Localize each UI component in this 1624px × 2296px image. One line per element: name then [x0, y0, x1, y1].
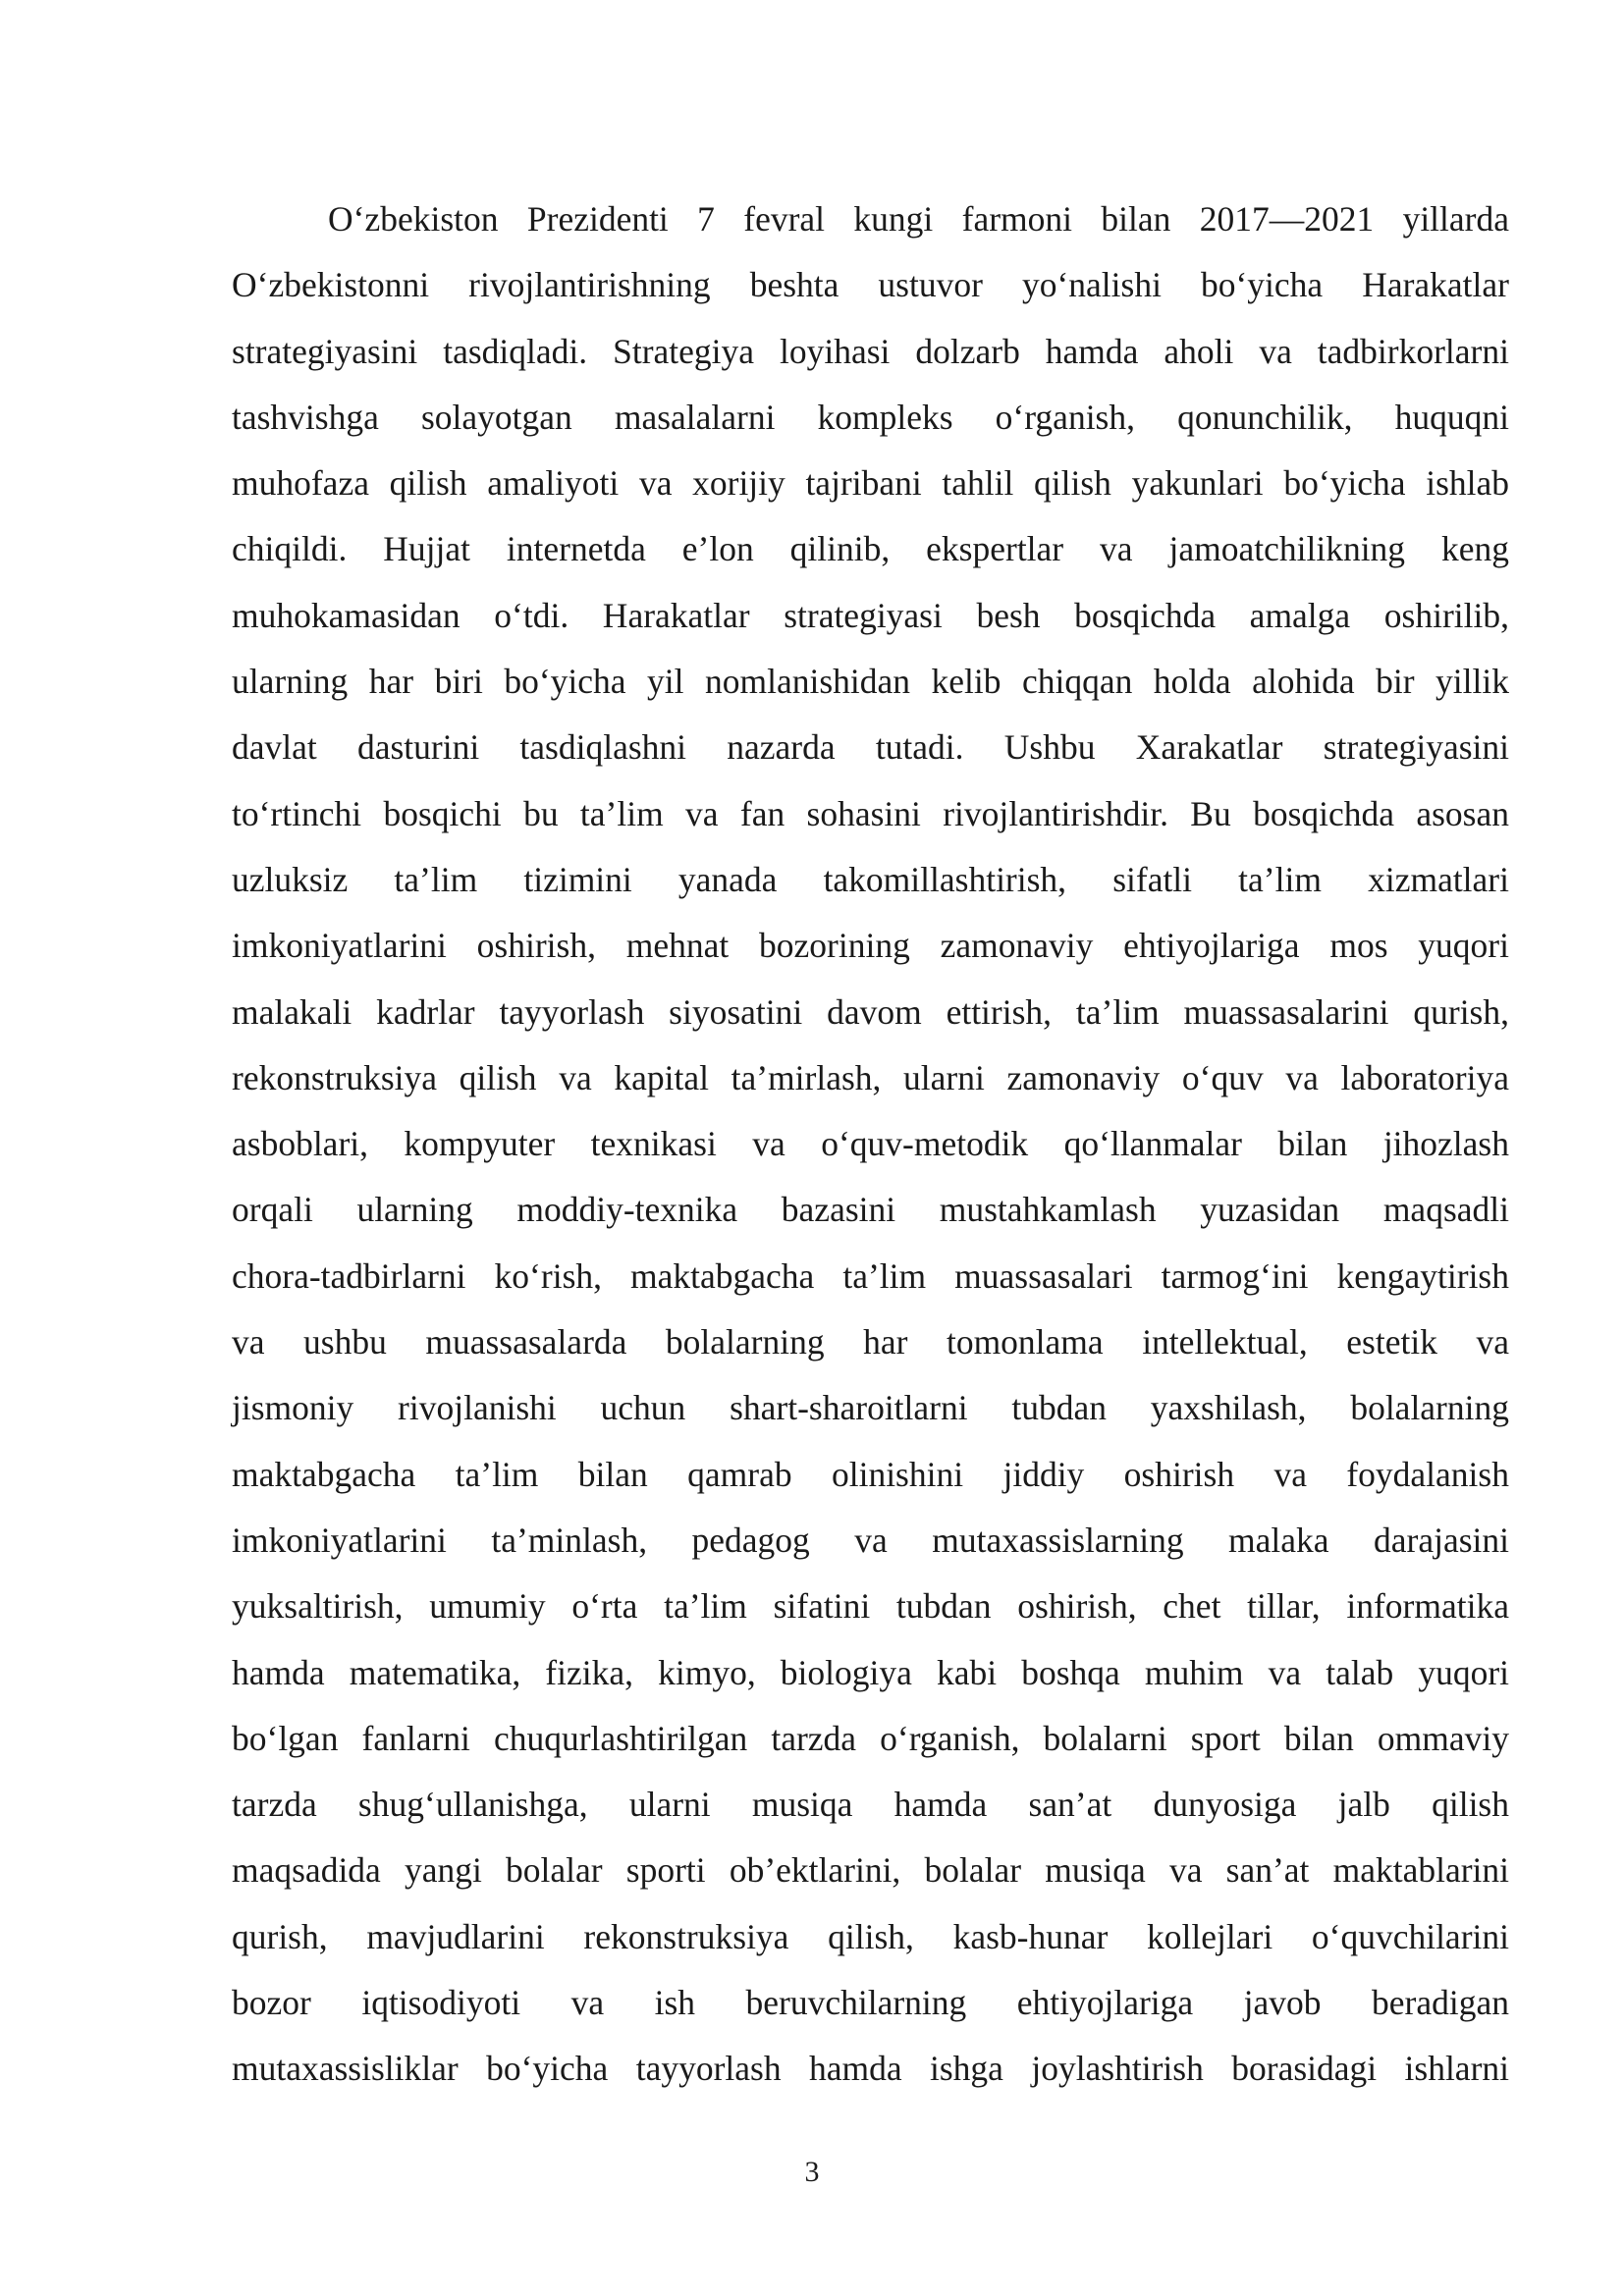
- paragraph-line: malakali kadrlar tayyorlash siyosatini davom ettirish, ta’lim muassasalarini qurish,: [232, 991, 1509, 1032]
- paragraph-line: davlat dasturini tasdiqlashni nazarda tutadi. Ushbu Xarakatlar strategiyasini: [232, 727, 1509, 768]
- paragraph-line: imkoniyatlarini oshirish, mehnat bozorining zamonaviy ehtiyojlariga mos yuqori: [232, 926, 1509, 966]
- paragraph-line: O‘zbekistonni rivojlantirishning beshta ustuvor yo‘nalishi bo‘yicha Harakatlar: [232, 265, 1509, 305]
- paragraph-line: muhokamasidan o‘tdi. Harakatlar strategiyasi besh bosqichda amalga oshirilib,: [232, 595, 1509, 635]
- paragraph-line: orqali ularning moddiy-texnika bazasini mustahkamlash yuzasidan maqsadli: [232, 1190, 1509, 1230]
- body-paragraph: [232, 187, 1509, 2103]
- paragraph-line: bozor iqtisodiyoti va ish beruvchilarning ehtiyojlariga javob beradigan: [232, 1983, 1509, 2023]
- paragraph-line: va ushbu muassasalarda bolalarning har tomonlama intellektual, estetik va: [232, 1322, 1509, 1362]
- paragraph-line: O‘zbekiston Prezidenti 7 fevral kungi farmoni bilan 2017—2021 yillarda: [328, 199, 1509, 239]
- paragraph-line: tashvishga solayotgan masalalarni kompleks o‘rganish, qonunchilik, huquqni: [232, 397, 1509, 437]
- paragraph-line: muhofaza qilish amaliyoti va xorijiy tajribani tahlil qilish yakunlari bo‘yicha ishlab: [232, 463, 1509, 504]
- paragraph-line: ularning har biri bo‘yicha yil nomlanishidan kelib chiqqan holda alohida bir yillik: [232, 662, 1509, 702]
- paragraph-line: bo‘lgan fanlarni chuqurlashtirilgan tarzda o‘rganish, bolalarni sport bilan ommaviy: [232, 1718, 1509, 1758]
- paragraph-line: rekonstruksiya qilish va kapital ta’mirlash, ularni zamonaviy o‘quv va laboratoriya: [232, 1057, 1509, 1097]
- paragraph-line: imkoniyatlarini ta’minlash, pedagog va mutaxassislarning malaka darajasini: [232, 1520, 1509, 1560]
- paragraph-line: maqsadida yangi bolalar sporti ob’ektlarini, bolalar musiqa va san’at maktablarini: [232, 1850, 1509, 1891]
- paragraph-line: to‘rtinchi bosqichi bu ta’lim va fan sohasini rivojlantirishdir. Bu bosqichda asosan: [232, 793, 1509, 833]
- paragraph-line: strategiyasini tasdiqladi. Strategiya loyihasi dolzarb hamda aholi va tadbirkorlarni: [232, 331, 1509, 371]
- paragraph-line: maktabgacha ta’lim bilan qamrab olinishini jiddiy oshirish va foydalanish: [232, 1454, 1509, 1494]
- paragraph-line: chiqildi. Hujjat internetda e’lon qilinib, ekspertlar va jamoatchilikning keng: [232, 529, 1509, 569]
- paragraph-line: tarzda shug‘ullanishga, ularni musiqa hamda san’at dunyosiga jalb qilish: [232, 1785, 1509, 1825]
- paragraph-line: mutaxassisliklar bo‘yicha tayyorlash hamda ishga joylashtirish borasidagi ishlarni: [232, 2049, 1509, 2089]
- paragraph-line: qurish, mavjudlarini rekonstruksiya qilish, kasb-hunar kollejlari o‘quvchilarini: [232, 1916, 1509, 1956]
- paragraph-line: hamda matematika, fizika, kimyo, biologiya kabi boshqa muhim va talab yuqori: [232, 1652, 1509, 1692]
- paragraph-line: chora-tadbirlarni ko‘rish, maktabgacha ta’lim muassasalari tarmog‘ini kengaytirish: [232, 1255, 1509, 1296]
- paragraph-line: yuksaltirish, umumiy o‘rta ta’lim sifatini tubdan oshirish, chet tillar, informatika: [232, 1586, 1509, 1627]
- paragraph-line: uzluksiz ta’lim tizimini yanada takomillashtirish, sifatli ta’lim xizmatlari: [232, 859, 1509, 899]
- paragraph-line: jismoniy rivojlanishi uchun shart-sharoitlarni tubdan yaxshilash, bolalarning: [232, 1388, 1509, 1428]
- page-number: 3: [804, 2156, 820, 2188]
- paragraph-line: asboblari, kompyuter texnikasi va o‘quv-metodik qo‘llanmalar bilan jihozlash: [232, 1124, 1509, 1164]
